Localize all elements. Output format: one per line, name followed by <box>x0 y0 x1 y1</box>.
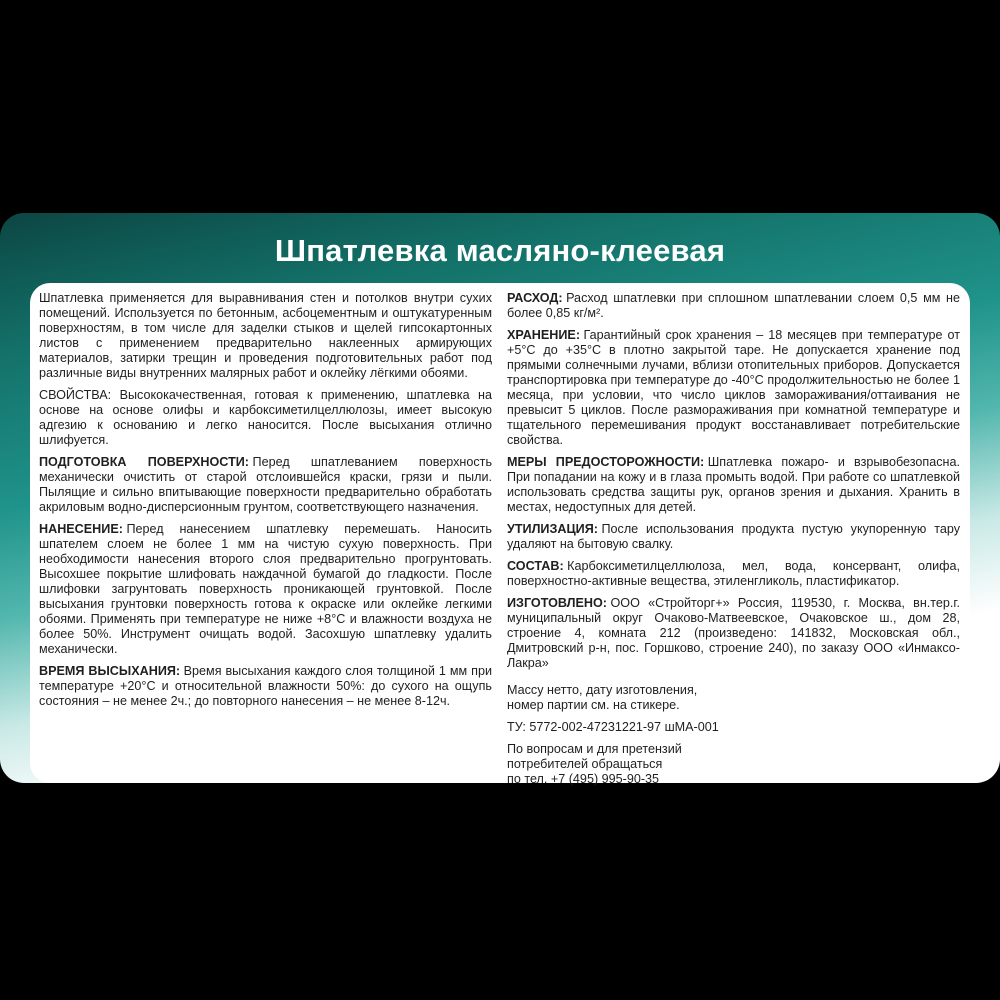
section-header: МЕРЫ ПРЕДОСТОРОЖНОСТИ: <box>507 455 705 469</box>
product-title: Шпатлевка масляно-клеевая <box>274 233 726 268</box>
storage-paragraph <box>507 328 960 448</box>
note-line: Массу нетто, дату изготовления, <box>507 683 698 697</box>
section-header: РАСХОД: <box>507 291 563 305</box>
paragraph-text: Шпатлевка пожаро- и взрывобезопасна. При попадании на кожу и в глаза промыть водой. При работе со шпатлевкой использовать средства защиты рук, органов зрения и дыхания. Хранить в местах, недоступных для детей. <box>507 455 960 514</box>
surface-preparation-paragraph <box>39 455 492 515</box>
tu-standard-note <box>507 720 960 735</box>
paragraph-text: Перед шпатлеванием поверхность механически очистить от старой отслоившейся краски, грязи и пыли. Пылящие и сильно впитывающие поверхности предварительно обработать акриловым водно-дисперсионным грунтом, соответствующего назначения. <box>39 455 493 514</box>
paragraph-text: Карбоксиметилцеллюлоза, мел, вода, консервант, олифа, поверхностно-активные вещества, этиленгликоль, пластификатор. <box>507 559 960 588</box>
paragraph-text: Шпатлевка применяется для выравнивания стен и потолков внутри сухих помещений. Используется по бетонным, асбоцементным и оштукатуренным поверхностям, в том числе для заделки стыков и щелей гипсокартонных листов с применением предварительно наклеенных армирующих материалов, затирки трещин и проведения подготовительных работ под различные виды внутренних малярных работ и оклейку лёгкими обоями. <box>39 291 492 380</box>
composition-paragraph <box>507 559 960 589</box>
properties-paragraph <box>39 388 492 448</box>
note-line: По вопросам и для претензий <box>507 742 682 756</box>
contact-phone: по тел. +7 (495) 995-90-35 <box>507 772 660 786</box>
manufacturer-paragraph <box>507 596 960 671</box>
note-line: потребителей обращаться <box>507 757 663 771</box>
intro-paragraph <box>39 291 492 381</box>
right-column <box>507 291 960 786</box>
drying-time-paragraph <box>39 664 492 709</box>
disposal-paragraph <box>507 522 960 552</box>
paragraph-text: Расход шпатлевки при сплошном шпатлевании слоем 0,5 мм не более 0,85 кг/м². <box>507 291 960 320</box>
paragraph-text: Время высыхания каждого слоя толщиной 1 мм при температуре +20°С и относительной влажности 50%: до сухого на ощупь состояния – не менее 2ч.; до повторного нанесения – не менее 8-12ч. <box>39 664 492 708</box>
paragraph-text: Перед нанесением шпатлевку перемешать. Наносить шпателем слоем не более 1 мм на чистую сухую поверхность. При необходимости нанесения второго слоя предварительно прогрунтовать. Высохшее покрытие шлифовать наждачной бумагой до гладкости. После шлифовки загрунтовать поверхность проникающей грунтовкой. После высыхания грунтовки поверхность готова к окраске или оклейке легкими обоями. Применять при температуре не ниже +8°С и влажности воздуха не более 50%. Инструмент очищать водой. Засохшую шпатлевку удалить механически. <box>39 522 492 656</box>
note-line: номер партии см. на стикере. <box>507 698 680 712</box>
section-header: ВРЕМЯ ВЫСЫХАНИЯ: <box>39 664 181 678</box>
paragraph-text: Гарантийный срок хранения – 18 месяцев при температуре от +5°С до +35°С в плотно закрытой таре. Не допускается хранение под прямыми солнечными лучами, вблизи отопительных приборов. Допускается транспортировка при температуре до -40°С продолжительностью не более 1 месяца, при условии, что число циклов замораживания/оттаивания не превысит 5 циклов. После размораживания при комнатной температуре и тщательного перемешивания продукт восстанавливает потребительские свойства. <box>507 328 960 447</box>
info-card <box>30 283 970 786</box>
teal-gradient-panel <box>0 213 1000 786</box>
section-header: СОСТАВ: <box>507 559 564 573</box>
note-line: ТУ: 5772-002-47231221-97 шМА-001 <box>507 720 719 734</box>
section-header: УТИЛИЗАЦИЯ: <box>507 522 598 536</box>
section-header: ХРАНЕНИЕ: <box>507 328 581 342</box>
consumption-paragraph <box>507 291 960 321</box>
net-weight-note <box>507 683 960 713</box>
left-column <box>39 291 492 777</box>
paragraph-text: СВОЙСТВА: Высококачественная, готовая к применению, шпатлевка на основе на основе олифы и карбоксиметилцеллюлозы, имеет высокую адгезию к основанию и легко наносится. После высыхания отлично шлифуется. <box>39 388 492 447</box>
paragraph-text: После использования продукта пустую укупоренную тару удаляют на бытовую свалку. <box>507 522 960 551</box>
section-header: ИЗГОТОВЛЕНО: <box>507 596 607 610</box>
precautions-paragraph <box>507 455 960 515</box>
section-header: НАНЕСЕНИЕ: <box>39 522 123 536</box>
contact-note <box>507 742 960 787</box>
section-header: ПОДГОТОВКА ПОВЕРХНОСТИ: <box>39 455 250 469</box>
paragraph-text: ООО «Стройторг+» Россия, 119530, г. Москва, вн.тер.г. муниципальный округ Очаково-Матвеевское, Очаковское ш., дом 28, строение 4, комната 212 (произведено: 141832, Московская обл., Дмитровский р-н, пос. Горшково, строение 240), по заказу ООО «Инмаксо-Лакра» <box>507 596 960 670</box>
application-paragraph <box>39 522 492 657</box>
